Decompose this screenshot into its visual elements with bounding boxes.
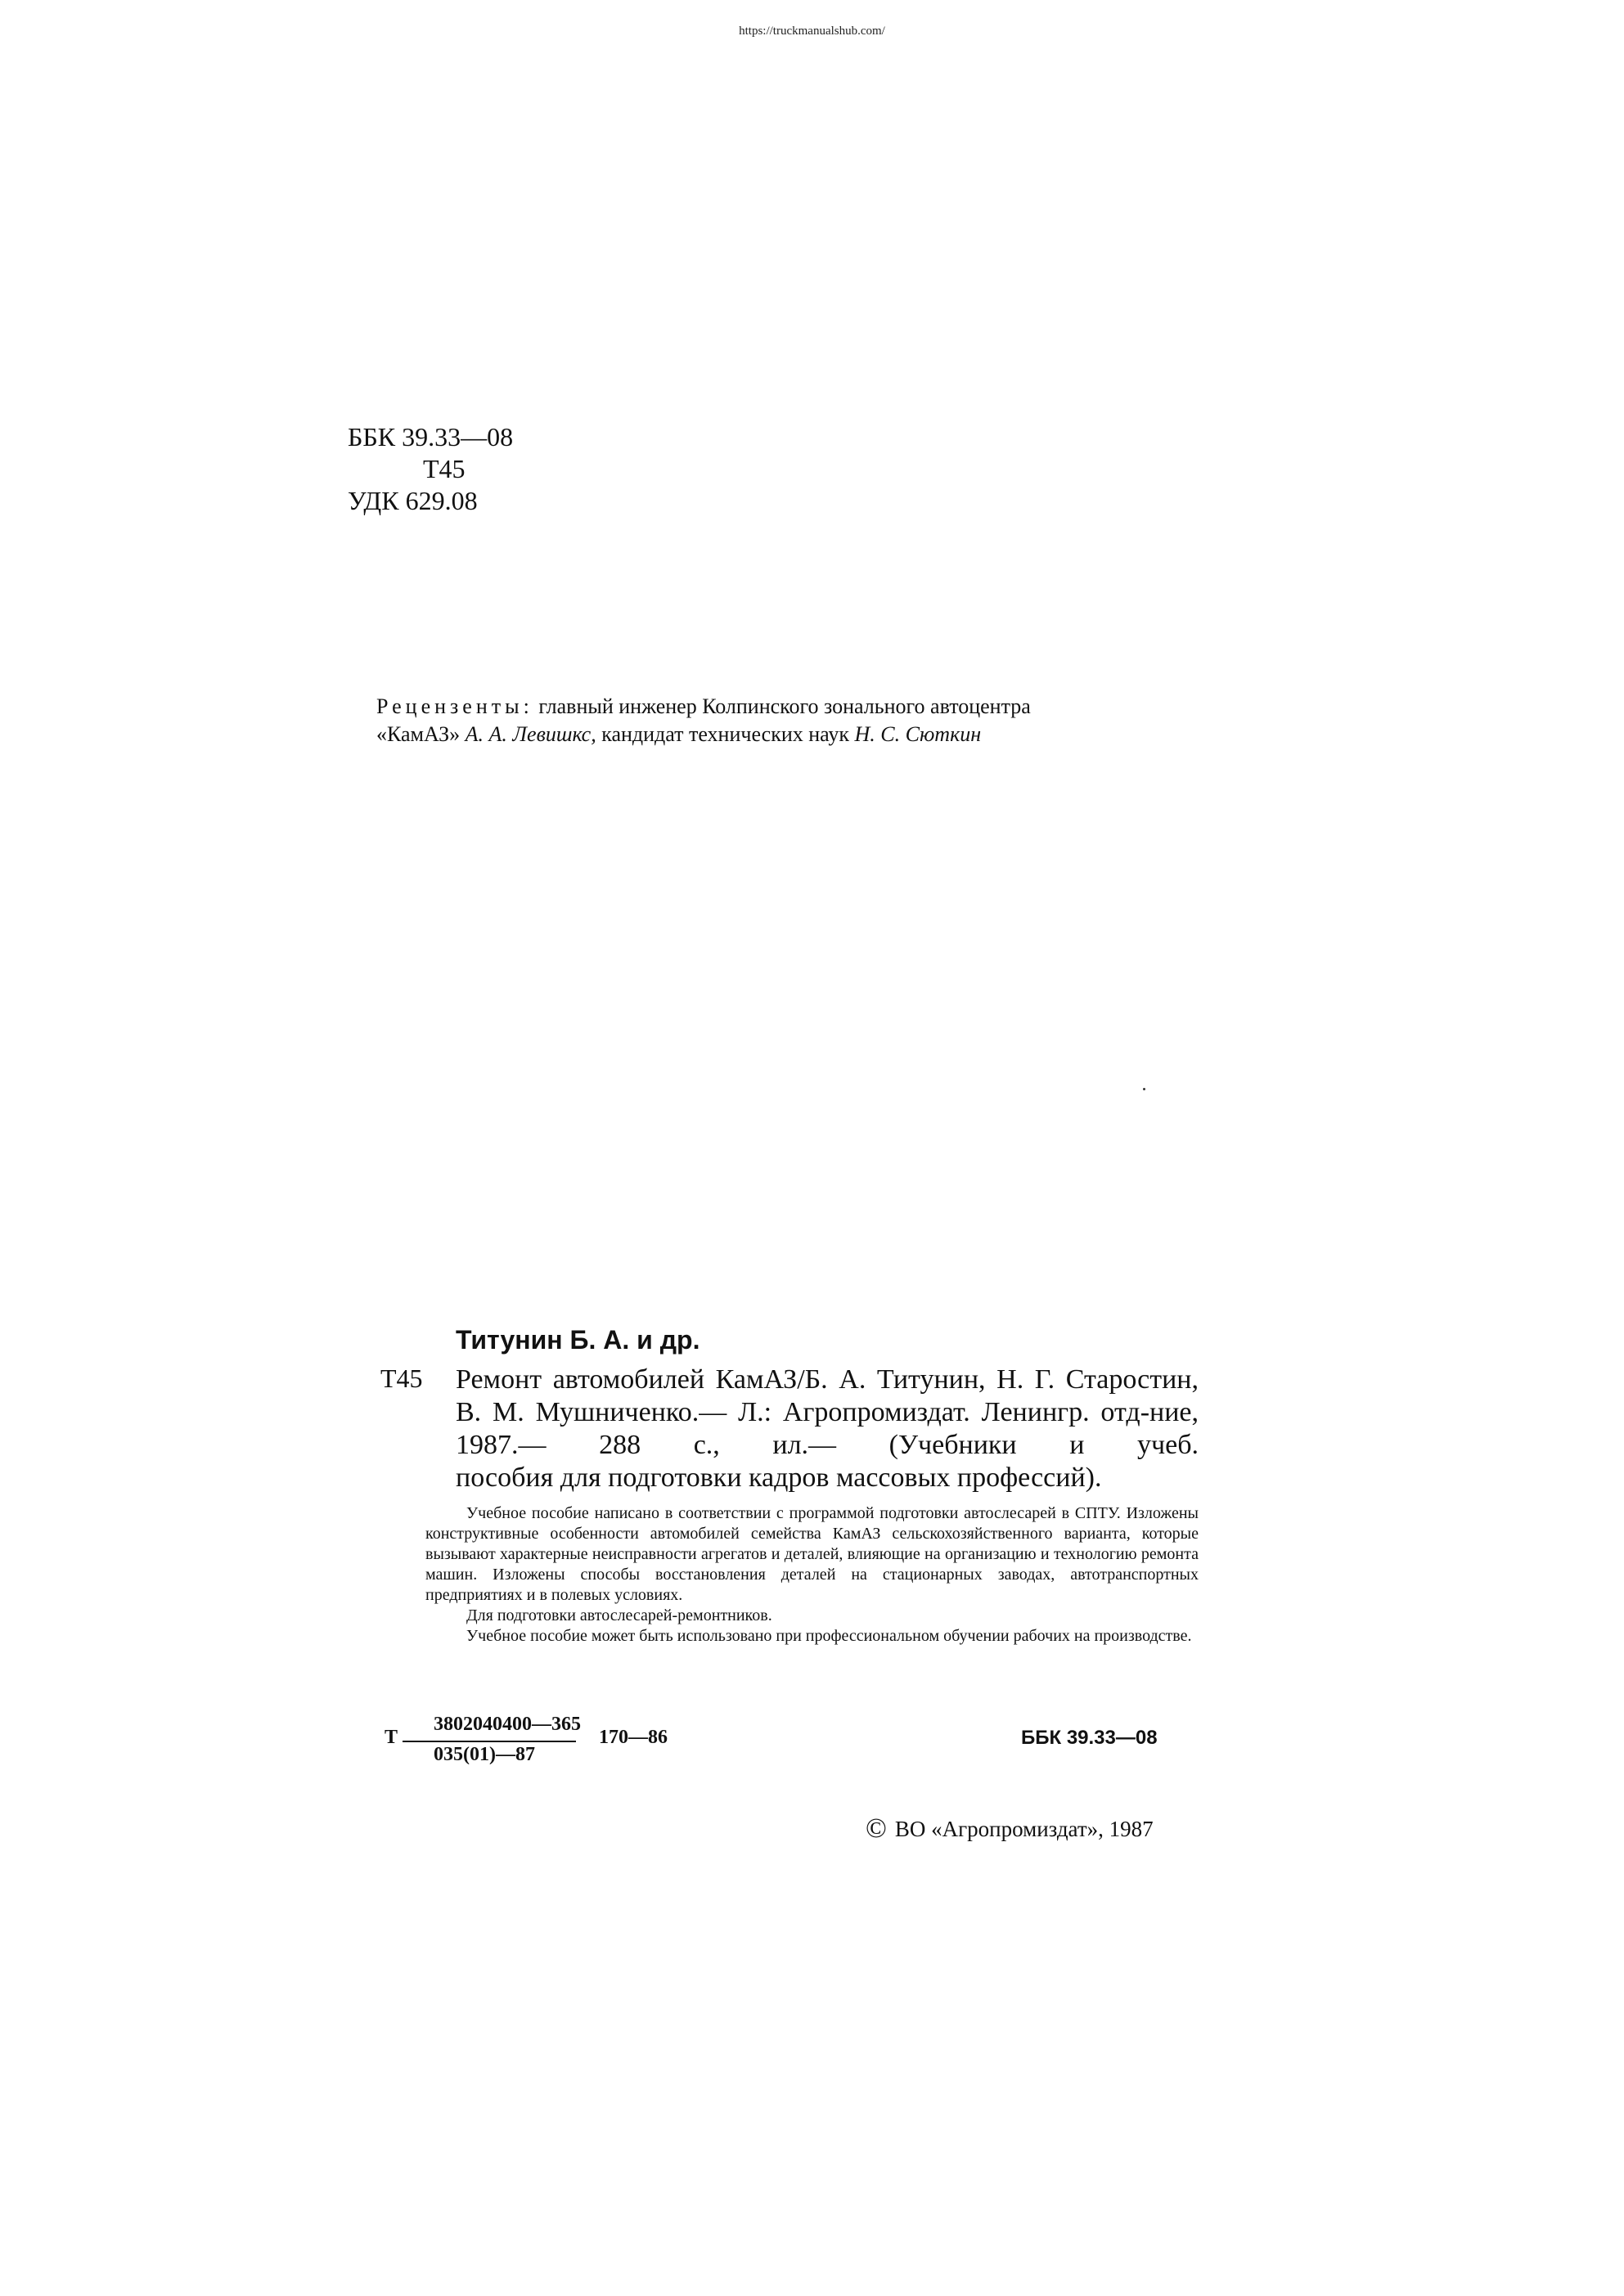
reviewer-name-1: А. А. Левишкс, xyxy=(465,722,596,746)
entry-description-main: Ремонт автомобилей КамАЗ/Б. А. Титунин, Н. Г. Старостин, В. М. Мушниченко.— Л.: Агропромиздат. Ленингр. отд-ние, 1987.— 288 с., ил.— (Учебники и учеб. xyxy=(456,1364,1199,1460)
annotation-paragraph-3: Учебное пособие может быть использовано при профессиональном обучении рабочих на производстве. xyxy=(466,1627,1192,1645)
entry-author: Титунин Б. А. и др. xyxy=(456,1325,700,1355)
reviewer-name-2: Н. С. Сюткин xyxy=(854,722,982,746)
fraction-line xyxy=(403,1741,576,1742)
copyright-line xyxy=(866,1813,1154,1844)
author-mark: Т45 xyxy=(423,454,466,483)
index-prefix: Т xyxy=(385,1727,398,1748)
annotation-paragraph-1: Учебное пособие написано в соответствии с программой подготовки автослесарей в СПТУ. Изложены конструктивные особенности автомобилей семейства КамАЗ сельскохозяйственного варианта, которые вызывают характерные неисправности агрегатов и деталей, влияющие на организацию и технологию ремонта машин. Изложены способы восстановления деталей на стационарных заводах, автотранспортных предприятиях и в полевых условиях. xyxy=(425,1504,1199,1604)
reviewers-middle: кандидат технических наук xyxy=(596,722,855,746)
reviewers-line1: главный инженер Колпинского зонального автоцентра xyxy=(533,694,1031,718)
entry-code: Т45 xyxy=(380,1364,423,1393)
copyright-icon: © xyxy=(866,1813,887,1844)
publishing-index xyxy=(385,1714,668,1771)
entry-description xyxy=(456,1364,1199,1494)
reviewers-block xyxy=(376,693,1199,748)
copyright-text: ВО «Агропромиздат», 1987 xyxy=(894,1816,1154,1841)
index-numerator: 3802040400—365 xyxy=(434,1714,581,1735)
udk-code: УДК 629.08 xyxy=(348,486,478,515)
annotation-paragraph-2: Для подготовки автослесарей-ремонтников. xyxy=(466,1606,772,1624)
reviewers-label: Рецензенты: xyxy=(376,694,533,718)
bbk-code: ББК 39.33—08 xyxy=(348,422,514,452)
speck-mark xyxy=(1143,1088,1145,1090)
index-denominator: 035(01)—87 xyxy=(434,1744,535,1765)
bbk-footer: ББК 39.33—08 xyxy=(1021,1727,1158,1749)
annotation xyxy=(425,1503,1199,1647)
source-url: https://truckmanualshub.com/ xyxy=(739,25,885,38)
reviewers-line2-start: «КамАЗ» xyxy=(376,722,466,746)
entry-description-last: пособия для подготовки кадров массовых профессий). xyxy=(456,1463,1102,1493)
classification-block xyxy=(348,421,513,517)
index-suffix: 170—86 xyxy=(599,1727,668,1748)
